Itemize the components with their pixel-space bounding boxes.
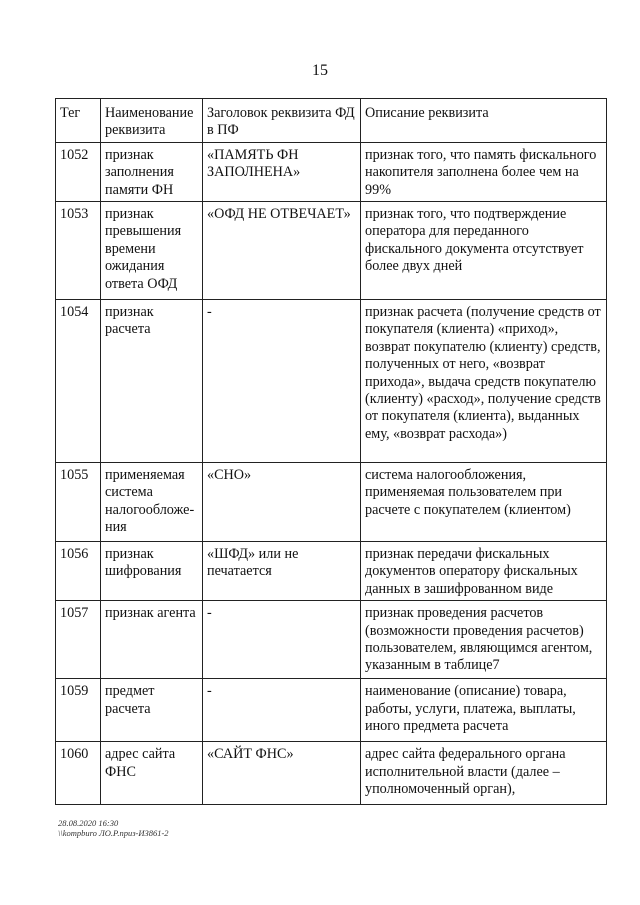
cell-tag: 1056 xyxy=(56,542,101,601)
cell-tag: 1059 xyxy=(56,679,101,742)
header-name: Наименование реквизита xyxy=(101,99,203,143)
cell-title: «ОФД НЕ ОТВЕЧАЕТ» xyxy=(203,202,361,300)
header-description: Описание реквизита xyxy=(361,99,607,143)
cell-title: - xyxy=(203,601,361,679)
cell-name: признак агента xyxy=(101,601,203,679)
table-header-row xyxy=(56,99,607,143)
cell-tag: 1060 xyxy=(56,742,101,805)
cell-description: признак расчета (получение средств от покупателя (клиента) «приход», возврат покупателю (клиенту) средств, полученных от него, «возврат прихода», выдача средств покупателю (клиенту) «расход», получение средств от покупателя (клиента), выданных ему, «возврат расхода») xyxy=(361,300,607,463)
cell-name: признак шифрования xyxy=(101,542,203,601)
cell-name: адрес сайта ФНС xyxy=(101,742,203,805)
cell-description: признак проведения расчетов (возможности проведения расчетов) пользователем, являющимся агентом, указанным в таблице7 xyxy=(361,601,607,679)
table-row xyxy=(56,679,607,742)
cell-description: признак передачи фискальных документов оператору фискальных данных в зашифрованном виде xyxy=(361,542,607,601)
cell-tag: 1054 xyxy=(56,300,101,463)
cell-tag: 1053 xyxy=(56,202,101,300)
page-number: 15 xyxy=(312,62,328,79)
cell-title: - xyxy=(203,679,361,742)
table-row xyxy=(56,300,607,463)
table-row xyxy=(56,742,607,805)
table-row xyxy=(56,202,607,300)
cell-tag: 1052 xyxy=(56,142,101,201)
table-row xyxy=(56,142,607,201)
cell-description: признак того, что память фискального накопителя заполнена более чем на 99% xyxy=(361,142,607,201)
cell-name: признак расчета xyxy=(101,300,203,463)
cell-description: признак того, что подтверждение оператора для переданного фискального документа отсутствует более двух дней xyxy=(361,202,607,300)
document-footer xyxy=(58,818,169,838)
requisites-table xyxy=(55,98,607,805)
cell-name: предмет расчета xyxy=(101,679,203,742)
cell-description: наименование (описание) товара, работы, услуги, платежа, выплаты, иного предмета расчета xyxy=(361,679,607,742)
cell-tag: 1057 xyxy=(56,601,101,679)
cell-title: «САЙТ ФНС» xyxy=(203,742,361,805)
footer-timestamp: 28.08.2020 16:30 xyxy=(58,818,119,828)
header-title: Заголовок реквизита ФД в ПФ xyxy=(203,99,361,143)
cell-tag: 1055 xyxy=(56,463,101,542)
cell-title: «ШФД» или не печатается xyxy=(203,542,361,601)
cell-name: признак превышения времени ожидания ответа ОФД xyxy=(101,202,203,300)
cell-title: - xyxy=(203,300,361,463)
cell-name: применяемая система налогообложе-ния xyxy=(101,463,203,542)
table-row xyxy=(56,542,607,601)
cell-description: система налогообложения, применяемая пользователем при расчете с покупателем (клиентом) xyxy=(361,463,607,542)
header-tag: Тег xyxy=(56,99,101,143)
footer-file-path: \\kompburo ЛО.Р.приз-ИЗ861-2 xyxy=(58,828,169,838)
table-row xyxy=(56,601,607,679)
cell-name: признак заполнения памяти ФН xyxy=(101,142,203,201)
table-row xyxy=(56,463,607,542)
cell-description: адрес сайта федерального органа исполнительной власти (далее – уполномоченный орган), xyxy=(361,742,607,805)
cell-title: «СНО» xyxy=(203,463,361,542)
cell-title: «ПАМЯТЬ ФН ЗАПОЛНЕНА» xyxy=(203,142,361,201)
